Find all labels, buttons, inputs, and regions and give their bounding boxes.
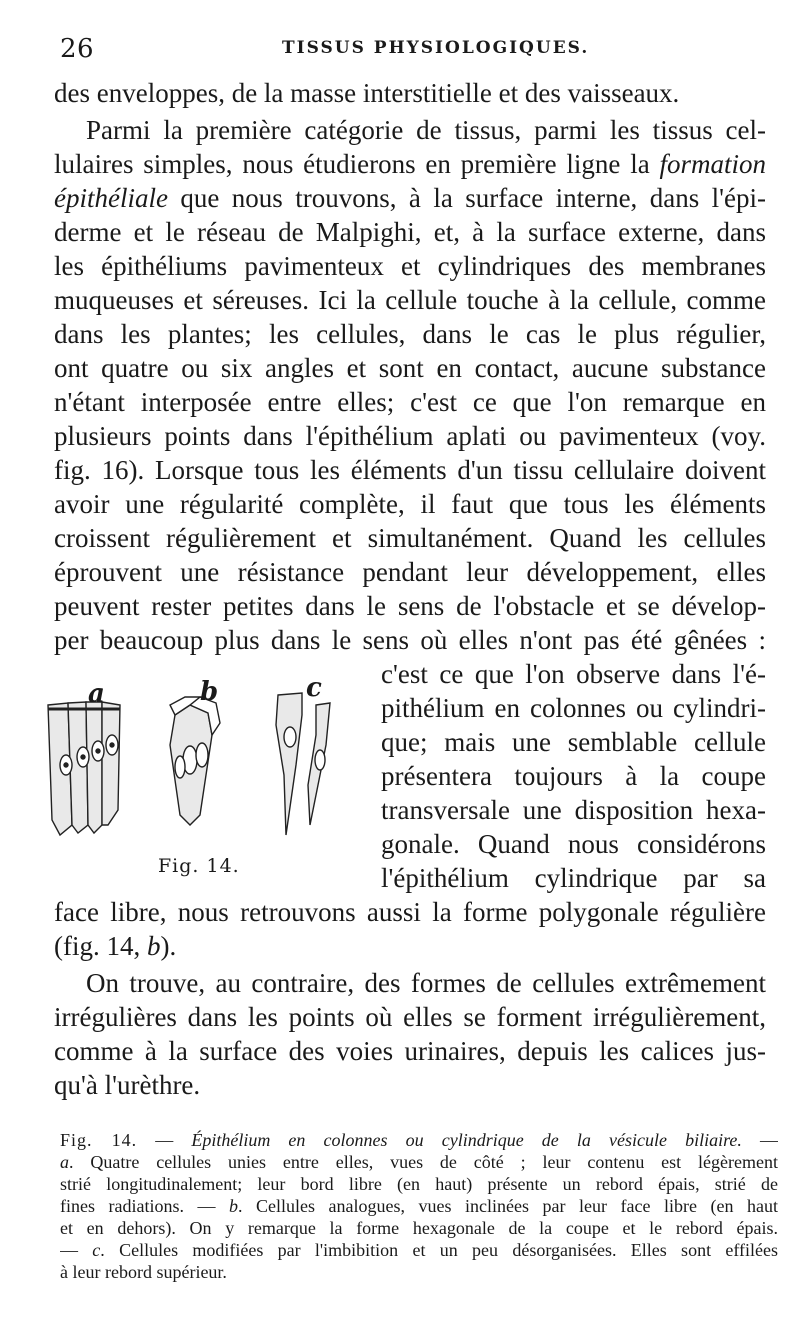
text-line: éprouvent une résistance pendant leur développement, elles [54,557,766,587]
text-line: n'étant interposée entre elles; c'est ce que l'on remarque en [54,387,766,417]
text-line: fig. 16). Lorsque tous les éléments d'un tissu cellulaire doivent [54,455,766,485]
text-line: croissent régulièrement et simultanément. Quand les cellules [54,523,766,553]
text-line: comme à la surface des voies urinaires, depuis les calices jus- [54,1036,766,1066]
text-line: face libre, nous retrouvons aussi la forme polygonale régulière [54,897,766,927]
cells-group-a [48,702,120,835]
text-line: épithéliale que nous trouvons, à la surface interne, dans l'épi- [54,183,766,213]
cells-group-c [276,693,330,835]
text-line: gonale. Quand nous considérons [381,829,766,859]
caption-line: Fig. 14. — Épithélium en colonnes ou cylindrique de la vésicule biliaire. — [60,1130,778,1150]
paragraph-start: On trouve, au contraire, des formes de cellules extrêmement [86,968,766,998]
text-line: avoir une régularité complète, il faut que tous les éléments [54,489,766,519]
paragraph-start: Parmi la première catégorie de tissus, parmi les tissus cel- [86,115,766,145]
figure-14 [40,675,360,890]
text-line: per beaucoup plus dans le sens où elles n'ont pas été gênées : [54,625,766,655]
caption-title: Épithélium en colonnes ou cylindrique de la vésicule biliaire. [191,1130,742,1150]
figure-label: Fig. 14. [158,855,240,877]
text-line: les épithéliums pavimenteux et cylindriques des membranes [54,251,766,281]
figure-part-label-a: a [88,679,105,709]
italic-term: épithéliale [54,183,168,213]
cells-group-b [170,697,220,825]
caption-line: a. Quatre cellules unies entre elles, vues de côté ; leur contenu est légèrement [60,1152,778,1172]
caption-line: — c. Cellules modifiées par l'imbibition et un peu désorganisées. Elles sont effilées [60,1240,778,1260]
text-line: qu'à l'urèthre. [54,1070,201,1100]
text-line: l'épithélium cylindrique par sa [381,863,766,893]
caption-line: strié longitudinalement; leur bord libre (en haut) présente un rebord épais, strié de [60,1174,778,1194]
italic-term: formation [659,149,766,179]
page-header [60,28,760,68]
text-line: muqueuses et séreuses. Ici la cellule touche à la cellule, comme [54,285,766,315]
text-line: dans les plantes; les cellules, dans le cas le plus régulier, [54,319,766,349]
text-line: peuvent rester petites dans le sens de l'obstacle et se dévelop- [54,591,766,621]
text-line: irrégulières dans les points où elles se forment irrégulièrement, [54,1002,766,1032]
running-head: TISSUS PHYSIOLOGIQUES. [282,38,590,58]
caption-line: fines radiations. — b. Cellules analogues, vues inclinées par leur face libre (en haut [60,1196,778,1216]
text-line: (fig. 14, b). [54,931,177,961]
text-line: transversale une disposition hexa- [381,795,766,825]
text-line: lulaires simples, nous étudierons en première ligne la formation [54,149,766,179]
text-line: c'est ce que l'on observe dans l'é- [381,659,766,689]
text-line: des enveloppes, de la masse interstitielle et des vaisseaux. [54,78,680,108]
text-line: derme et le réseau de Malpighi, et, à la surface externe, dans [54,217,766,247]
caption-line: à leur rebord supérieur. [60,1262,227,1282]
figure-part-label-b: b [200,677,219,707]
caption-line: et en dehors). On y remarque la forme hexagonale de la coupe et le rebord épais. [60,1218,778,1238]
figure-part-label-c: c [306,673,322,703]
text-line: que; mais une semblable cellule [381,727,766,757]
text-line: présentera toujours à la coupe [381,761,766,791]
page-number: 26 [60,34,95,64]
text-line: ont quatre ou six angles et sont en contact, aucune substance [54,353,766,383]
text-line: plusieurs points dans l'épithélium aplati ou pavimenteux (voy. [54,421,766,451]
text-line: pithélium en colonnes ou cylindri- [381,693,766,723]
